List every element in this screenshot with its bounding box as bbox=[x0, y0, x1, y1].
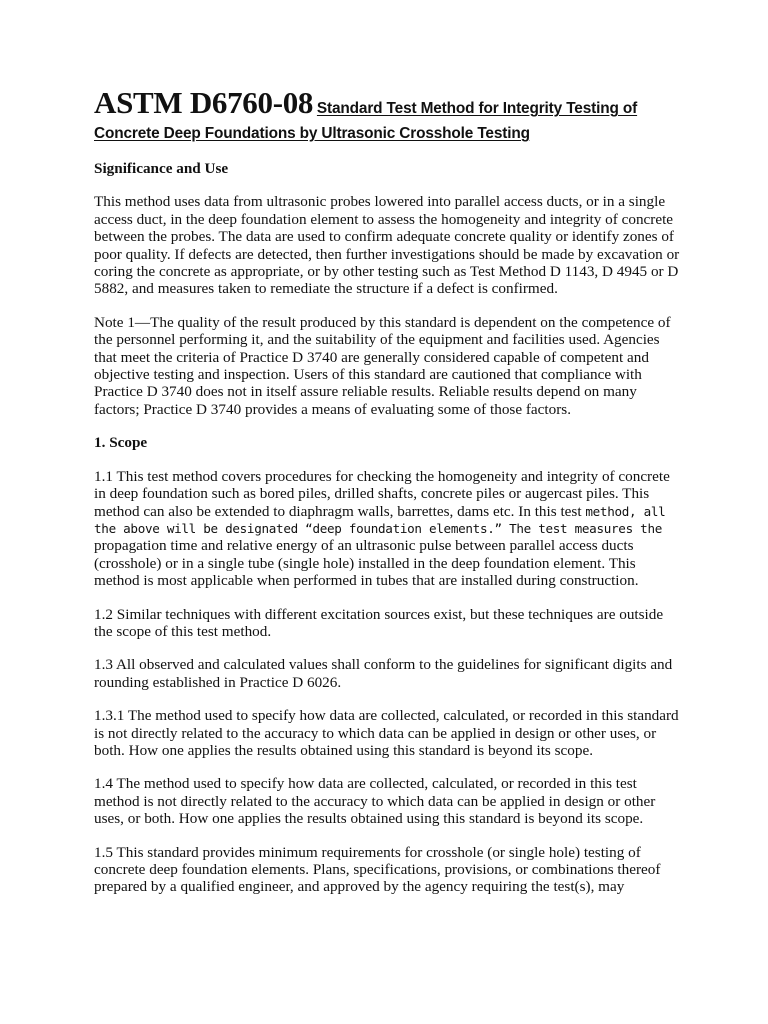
standard-title-line1: Standard Test Method for Integrity Testing of bbox=[316, 100, 638, 117]
document-title bbox=[94, 85, 680, 144]
significance-paragraph: This method uses data from ultrasonic probes lowered into parallel access ducts, or in a single access duct, in the deep foundation element to assess the homogeneity and integrity of concrete between the probes. The data are used to confirm adequate concrete quality or identify zones of poor quality. If defects are detected, then further investigations should be made by excavation or coring the concrete as appropriate, or by other testing such as Test Method D 1143, D 4945 or D 5882, and measures taken to remediate the structure if a defect is confirmed. bbox=[94, 193, 680, 298]
standard-code: ASTM D6760-08 bbox=[94, 85, 314, 120]
scope-1-1-text-mono: method, all the above will be designated “deep foundation elements.” The test measures the bbox=[94, 503, 666, 536]
document-page bbox=[94, 85, 680, 912]
standard-title-line2: Concrete Deep Foundations by Ultrasonic Crosshole Testing bbox=[94, 125, 530, 142]
scope-1-5-paragraph: 1.5 This standard provides minimum requirements for crosshole (or single hole) testing of concrete deep foundation elements. Plans, specifications, provisions, or combinations thereof prepared by a qualified engineer, and approved by the agency requiring the test(s), may bbox=[94, 843, 661, 896]
scope-1-3-1-paragraph: 1.3.1 The method used to specify how data are collected, calculated, or recorded in this standard is not directly related to the accuracy to which data can be applied in design or other uses, or both. How one applies the results obtained using this standard is beyond its scope. bbox=[94, 707, 679, 759]
scope-1-4-paragraph: 1.4 The method used to specify how data are collected, calculated, or recorded in this test method is not directly related to the accuracy to which data can be applied in design or other uses, or both. How one applies the results obtained using this standard is beyond its scope. bbox=[94, 775, 656, 828]
scope-1-2-paragraph: 1.2 Similar techniques with different excitation sources exist, but these techniques are outside the scope of this test method. bbox=[94, 605, 664, 640]
scope-1-1-text-b: propagation time and relative energy of an ultrasonic pulse between parallel access ducts (crosshole) or in a single tube (single hole) installed in the deep foundation element. This method is most applicable when performed in tubes that are installed during construction. bbox=[94, 537, 639, 590]
scope-1-3-paragraph: 1.3 All observed and calculated values shall conform to the guidelines for significant digits and rounding established in Practice D 6026. bbox=[94, 656, 673, 691]
scope-1-1-paragraph bbox=[94, 468, 680, 590]
scope-1-1-text-a: 1.1 This test method covers procedures for checking the homogeneity and integrity of concrete in deep foundation such as bored piles, drilled shafts, concrete piles or augercast piles. This method can also be extended to diaphragm walls, barrettes, dams etc. In this test bbox=[94, 467, 670, 520]
scope-heading: 1. Scope bbox=[94, 434, 148, 452]
significance-heading: Significance and Use bbox=[94, 160, 229, 177]
note-1-paragraph: Note 1—The quality of the result produced by this standard is dependent on the competence of the personnel performing it, and the suitability of the equipment and facilities used. Agencies that meet the criteria of Practice D 3740 are generally considered capable of competent and objective testing and inspection. Users of this standard are cautioned that compliance with Practice D 3740 does not in itself assure reliable results. Reliable results depend on many factors; Practice D 3740 provides a means of evaluating some of those factors. bbox=[94, 313, 671, 418]
